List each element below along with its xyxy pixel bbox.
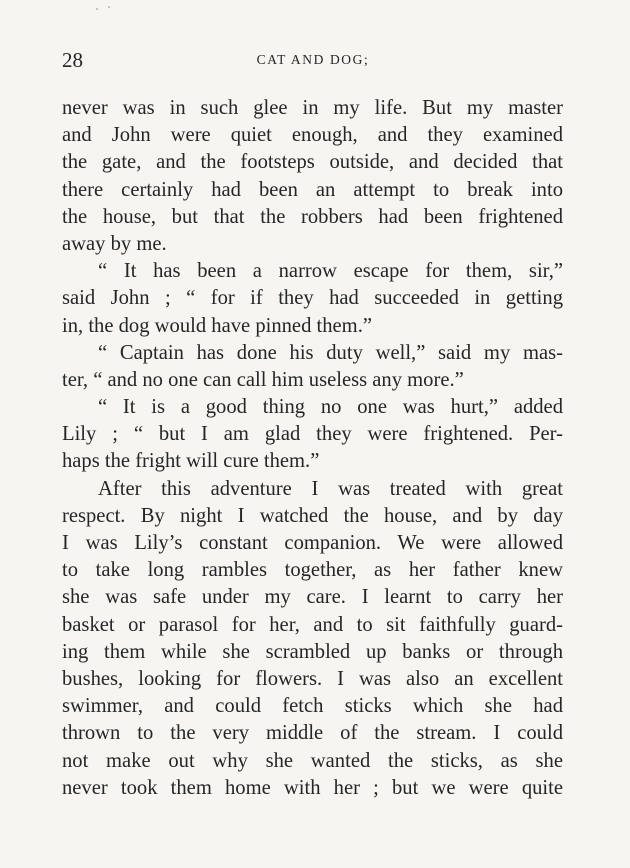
- page-number: 28: [62, 48, 83, 72]
- text-line: she was safe under my care. I learnt to carry her: [62, 586, 563, 609]
- text-line: swimmer, and could fetch sticks which she had: [62, 695, 563, 718]
- text-line: said John ; “ for if they had succeeded in getting: [62, 287, 563, 310]
- text-line: and John were quiet enough, and they examined: [62, 124, 563, 147]
- text-line: “ It is a good thing no one was hurt,” added: [98, 396, 563, 419]
- text-line: thrown to the very middle of the stream. I could: [62, 722, 563, 745]
- text-line: never was in such glee in my life. But my master: [62, 97, 563, 119]
- running-title: CAT AND DOG;: [256, 52, 370, 67]
- text-line: there certainly had been an attempt to break into: [62, 178, 563, 201]
- text-line: “ It has been a narrow escape for them, sir,”: [98, 260, 563, 283]
- text-line: After this adventure I was treated with great: [98, 477, 563, 500]
- text-line: Lily ; “ but I am glad they were frightened. Per-: [62, 423, 563, 446]
- page-header: [62, 46, 564, 74]
- text-line: I was Lily’s constant companion. We were allowed: [62, 532, 563, 554]
- text-line: not make out why she wanted the sticks, as she: [62, 749, 563, 772]
- text-line: the gate, and the footsteps outside, and decided that: [62, 151, 563, 174]
- text-line: haps the fright will cure them.”: [62, 450, 320, 473]
- text-line: the house, but that the robbers had been frightened: [62, 205, 563, 228]
- paper-speck: [96, 8, 98, 10]
- paper-speck: [108, 6, 110, 8]
- text-line: in, the dog would have pinned them.”: [62, 314, 372, 337]
- text-line: bushes, looking for flowers. I was also an excellent: [62, 667, 563, 690]
- text-line: basket or parasol for her, and to sit faithfully guard-: [62, 613, 563, 636]
- text-line: ter, “ and no one can call him useless any more.”: [62, 368, 464, 391]
- text-line: “ Captain has done his duty well,” said my mas-: [98, 341, 563, 364]
- text-line: to take long rambles together, as her father knew: [62, 559, 563, 582]
- body-text: [62, 95, 563, 802]
- text-line: respect. By night I watched the house, and by day: [62, 504, 563, 527]
- text-line: ing them while she scrambled up banks or through: [62, 640, 563, 663]
- text-line: never took them home with her ; but we were quite: [62, 776, 563, 799]
- text-line: away by me.: [62, 232, 167, 255]
